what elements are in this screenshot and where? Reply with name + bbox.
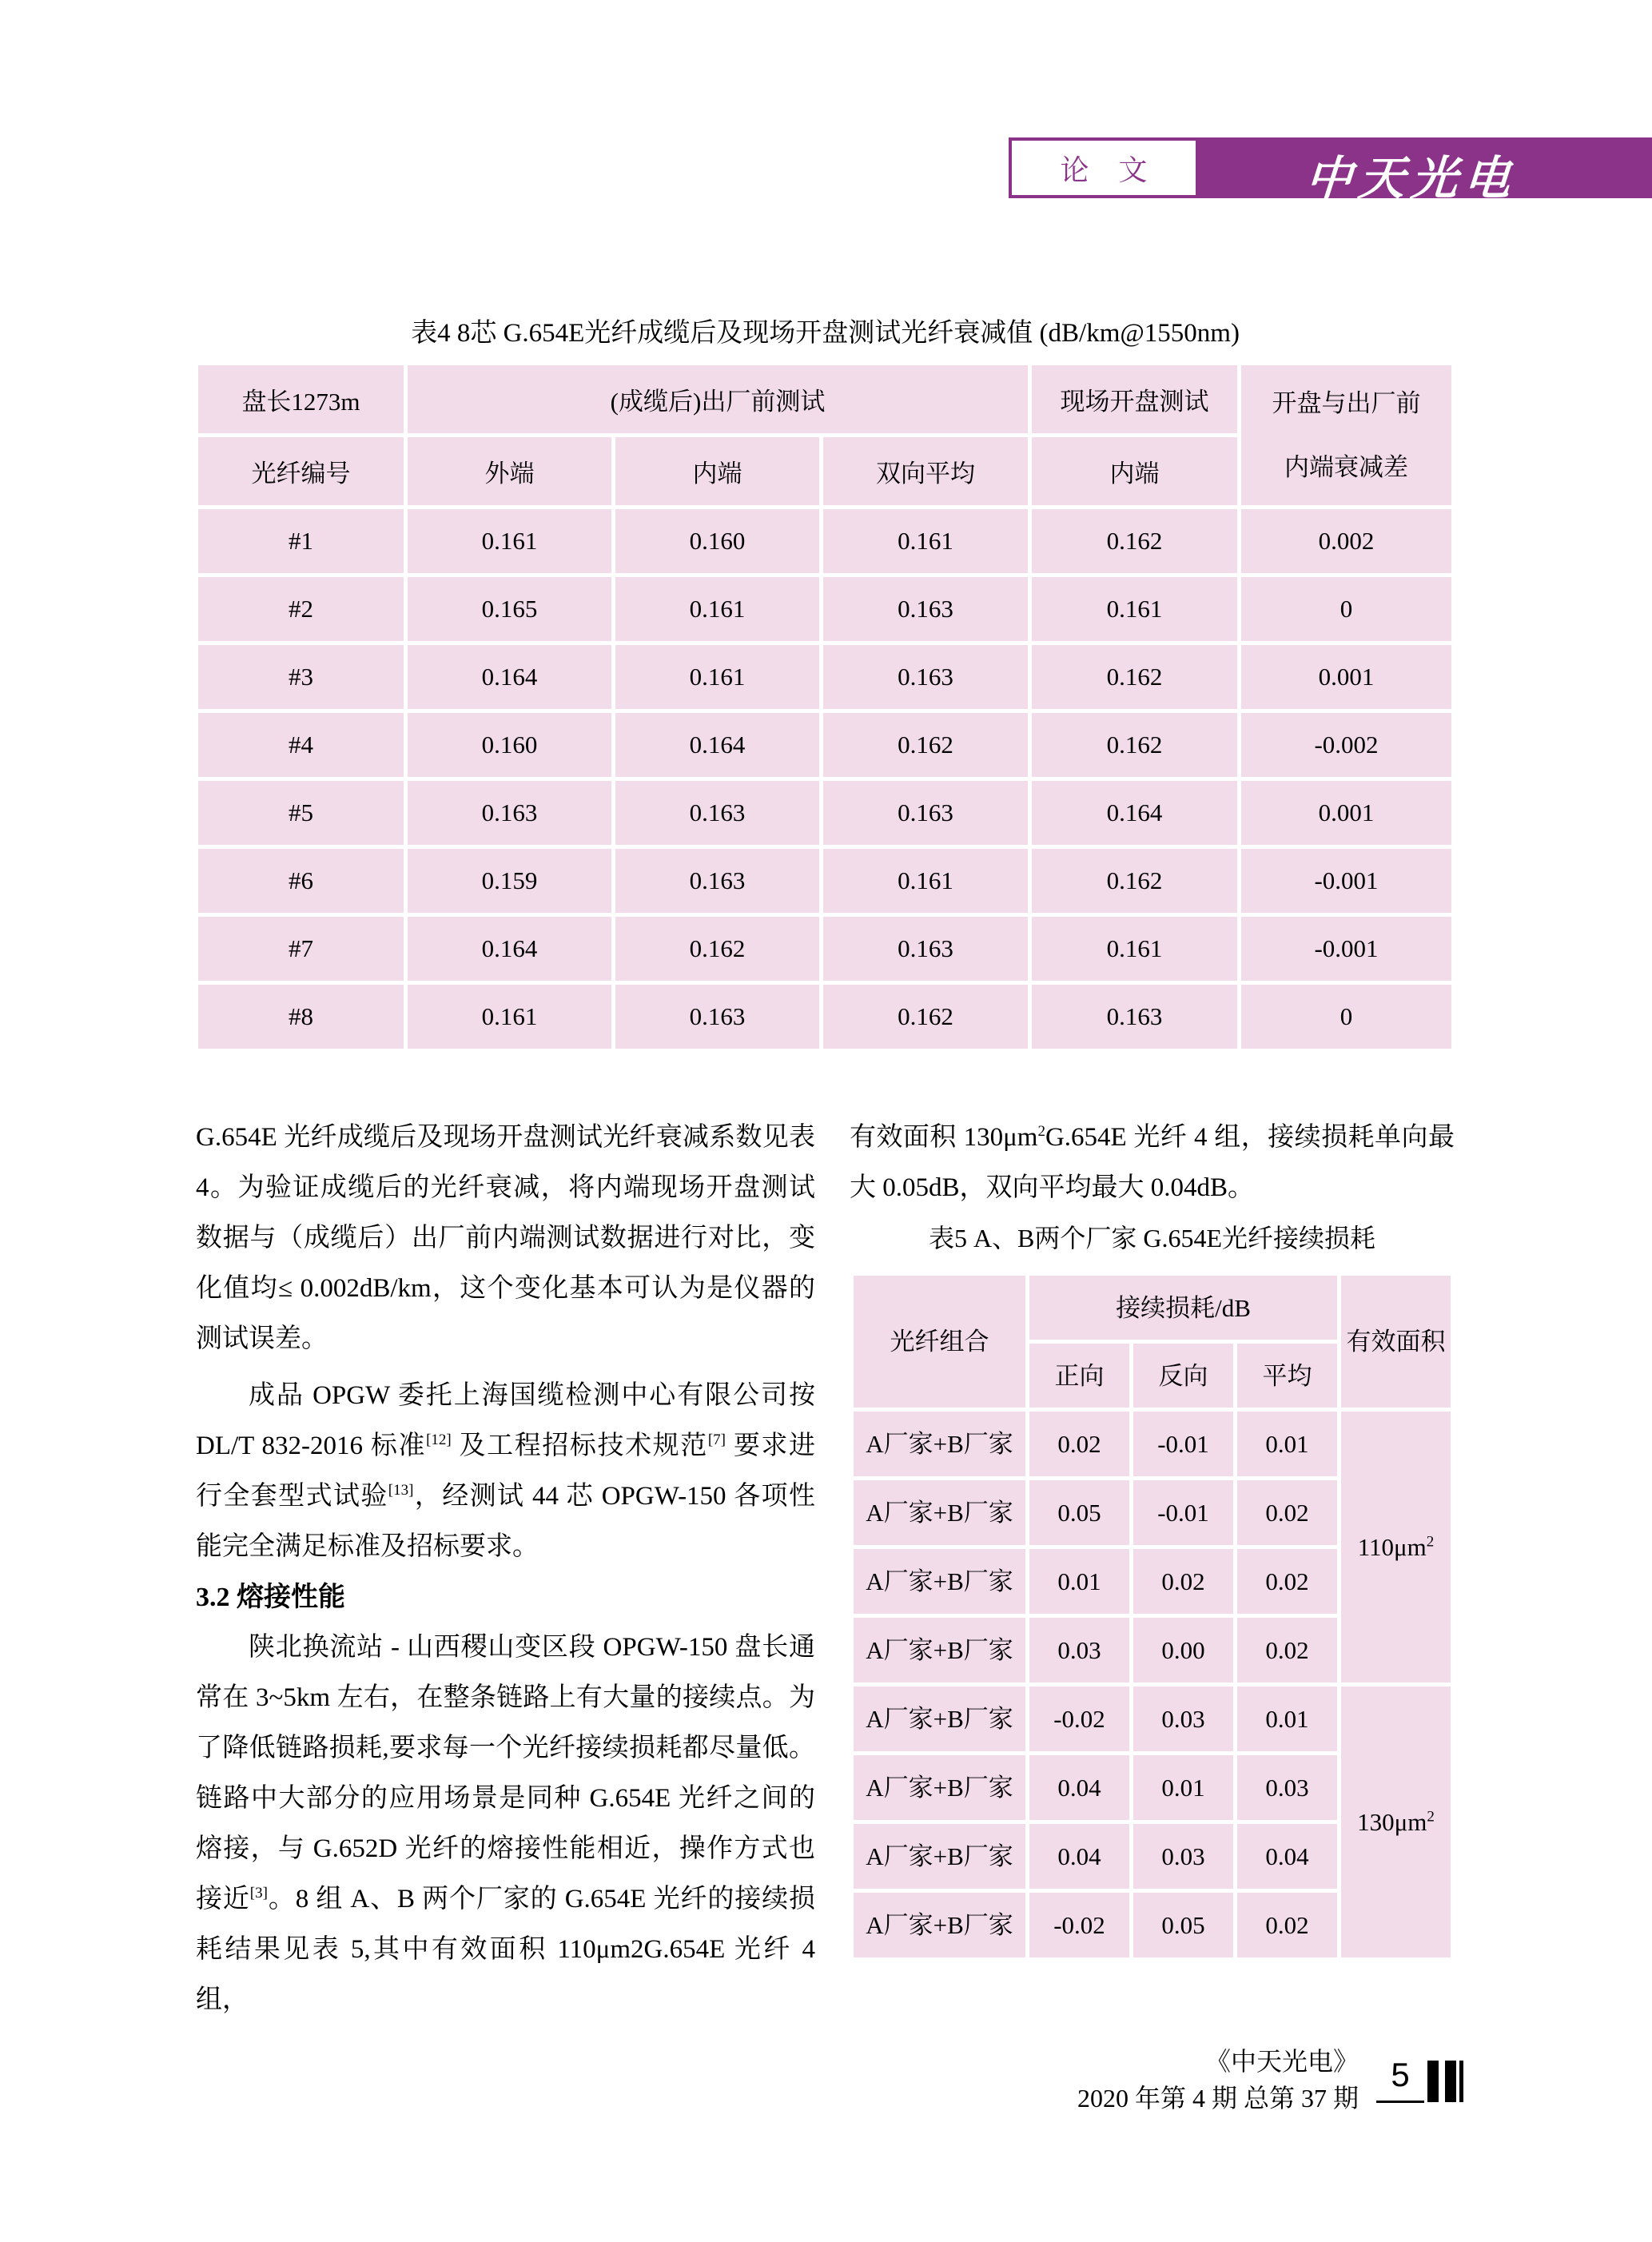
citation-ref: [13] [388,1482,414,1499]
table4-outer-value: 0.164 [408,645,611,709]
table4-fiber-id: #7 [198,917,404,981]
table4-outer-value: 0.164 [408,917,611,981]
table4-field-inner-value: 0.164 [1032,781,1237,845]
text-run: 130μm [1357,1808,1427,1836]
table4-inner-value: 0.161 [615,577,819,641]
decoration-bars [1427,2061,1463,2102]
table4-avg-value: 0.162 [823,713,1028,777]
page-number-underline [1376,2101,1424,2103]
table5-combo: A厂家+B厂家 [854,1686,1025,1751]
table5-combo: A厂家+B厂家 [854,1755,1025,1820]
table4-diff-value: 0.002 [1241,509,1451,573]
issue-info: 2020 年第 4 期 总第 37 期 [1077,2084,1359,2113]
table4-outer-value: 0.161 [408,509,611,573]
text-run: 及工程招标技术规范 [451,1432,708,1460]
table4-fiber-id: #5 [198,781,404,845]
table-row [198,985,1451,1049]
table4-diff-value: -0.001 [1241,849,1451,913]
superscript-unit: 2 [1426,1533,1435,1551]
table5-area-110 [1341,1412,1451,1682]
splice-loss-table [850,1272,1455,1961]
table-row [854,1686,1451,1751]
header-banner [1009,137,1652,205]
table4-outer-value: 0.165 [408,577,611,641]
table4-fiber-id: #6 [198,849,404,913]
table4-header-diff [1241,365,1451,505]
attenuation-table [194,361,1455,1053]
paragraph [196,1113,815,1364]
table5-combo: A厂家+B厂家 [854,1618,1025,1682]
superscript-unit: 2 [1427,1808,1435,1826]
table5-avg-value: 0.02 [1237,1618,1337,1682]
table5-header-average: 平均 [1237,1344,1337,1408]
table4-avg-value: 0.163 [823,917,1028,981]
table5-fwd-value: -0.02 [1029,1893,1129,1957]
text-run: G.654E 光纤成缆后及现场开盘测试光纤衰减系数见表4。为验证成缆后的光纤衰减，将内端现场开盘测试数据与（成缆后）出厂前内端测试数据进行对比，变化值均≤ 0.002dB/km，这个变化基本可认为是仪器的测试误差。 [196,1123,815,1353]
table5-rev-value: -0.01 [1133,1480,1233,1545]
table5-header-combo: 光纤组合 [854,1276,1025,1408]
table5-header-forward: 正向 [1029,1344,1129,1408]
table5-area-130 [1341,1686,1451,1957]
brand-logo: 中天光电 [1304,153,1519,205]
table4-diff-value: 0 [1241,577,1451,641]
table4-header-factory-test: (成缆后)出厂前测试 [408,365,1028,433]
table4-diff-value: 0.001 [1241,781,1451,845]
table4-field-inner-value: 0.162 [1032,509,1237,573]
table5-header-area: 有效面积 [1341,1276,1451,1408]
table4-inner-value: 0.164 [615,713,819,777]
table4-inner-value: 0.162 [615,917,819,981]
paper-tag-box [1009,137,1199,198]
text-run: 。8 组 A、B 两个厂家的 G.654E 光纤的接续损耗结果见表 5,其中有效面积 110μm2G.654E 光纤 4 组， [196,1885,815,2014]
table5-header-loss: 接续损耗/dB [1029,1276,1337,1340]
superscript-unit: 2 [1037,1123,1045,1140]
paragraph [196,1623,815,2025]
journal-name: 《中天光电》 [1204,2047,1359,2076]
table5-rev-value: 0.01 [1133,1755,1233,1820]
table5-caption: 表5 A、B两个厂家 G.654E光纤接续损耗 [928,1224,1376,1252]
table4-header-spool: 盘长1273m [198,365,404,433]
table5-rev-value: 0.03 [1133,1824,1233,1889]
table5-fwd-value: 0.03 [1029,1618,1129,1682]
table5-fwd-value: 0.01 [1029,1549,1129,1614]
table4-header-field-inner: 内端 [1032,437,1237,505]
table5-rev-value: 0.05 [1133,1893,1233,1957]
table4-avg-value: 0.161 [823,849,1028,913]
text-run: 要求进行全套型式试验 [196,1432,816,1511]
table5-avg-value: 0.02 [1237,1480,1337,1545]
table-row [198,917,1451,981]
table5-combo: A厂家+B厂家 [854,1480,1025,1545]
table5-avg-value: 0.01 [1237,1412,1337,1476]
decoration-bar [1459,2061,1463,2102]
table4-outer-value: 0.163 [408,781,611,845]
table-row [854,1412,1451,1476]
section-heading: 3.2 熔接性能 [196,1583,345,1612]
table4-header-field-test: 现场开盘测试 [1032,365,1237,433]
table4-header-outer: 外端 [408,437,611,505]
table4-avg-value: 0.163 [823,781,1028,845]
table4-avg-value: 0.163 [823,645,1028,709]
table4-header-inner: 内端 [615,437,819,505]
table4-header-fiber-no: 光纤编号 [198,437,404,505]
table4-field-inner-value: 0.161 [1032,577,1237,641]
paragraph [850,1113,1455,1213]
table5-fwd-value: 0.02 [1029,1412,1129,1476]
text-run: 有效面积 130μm [850,1123,1038,1152]
table4-inner-value: 0.163 [615,849,819,913]
decoration-bar [1445,2061,1456,2102]
table5-fwd-value: 0.04 [1029,1755,1129,1820]
table4-outer-value: 0.161 [408,985,611,1049]
table5-combo: A厂家+B厂家 [854,1412,1025,1476]
text-run: 110μm [1357,1533,1427,1561]
text-run: G.654E 光纤 4 组，接续损耗单向最大 0.05dB，双向平均最大 0.04dB。 [850,1123,1455,1202]
table4-field-inner-value: 0.163 [1032,985,1237,1049]
table4-avg-value: 0.163 [823,577,1028,641]
table-row [198,577,1451,641]
text-run: ，经测试 44 芯 OPGW-150 各项性能完全满足标准及招标要求。 [196,1482,815,1561]
table5-avg-value: 0.03 [1237,1755,1337,1820]
table5-fwd-value: 0.05 [1029,1480,1129,1545]
table4-fiber-id: #4 [198,713,404,777]
table4-diff-value: 0 [1241,985,1451,1049]
table4-inner-value: 0.163 [615,781,819,845]
table4-field-inner-value: 0.162 [1032,713,1237,777]
table5-combo: A厂家+B厂家 [854,1893,1025,1957]
table-row [198,713,1451,777]
decoration-bar [1427,2061,1439,2102]
table-row [198,849,1451,913]
citation-ref: [12] [426,1432,452,1448]
table4-fiber-id: #1 [198,509,404,573]
citation-ref: [3] [249,1885,268,1902]
left-text-column [196,1113,815,2025]
table5-avg-value: 0.02 [1237,1549,1337,1614]
table5-rev-value: 0.00 [1133,1618,1233,1682]
table4-field-inner-value: 0.162 [1032,849,1237,913]
table4-outer-value: 0.159 [408,849,611,913]
paper-tag-label: 论 文 [1060,153,1159,186]
table5-header-reverse: 反向 [1133,1344,1233,1408]
table5-rev-value: 0.03 [1133,1686,1233,1751]
table4-inner-value: 0.160 [615,509,819,573]
table4-diff-value: -0.002 [1241,713,1451,777]
table4-field-inner-value: 0.161 [1032,917,1237,981]
text-run: 陕北换流站 - 山西稷山变区段 OPGW-150 盘长通常在 3~5km 左右，在整条链路上有大量的接续点。为了降低链路损耗,要求每一个光纤接续损耗都尽量低。链路中大部分的应用场景是同种 G.654E 光纤之间的熔接，与 G.652D 光纤的熔接性能相近，操作方式也接近 [196,1633,815,1913]
table-row [198,509,1451,573]
table5-fwd-value: 0.04 [1029,1824,1129,1889]
table4-header-diff-line2: 内端衰减差 [1284,452,1408,481]
table-row [198,645,1451,709]
text-run: 成品 OPGW 委托上海国缆检测中心有限公司按 DL/T 832-2016 标准 [196,1381,815,1460]
table4-field-inner-value: 0.162 [1032,645,1237,709]
table4-outer-value: 0.160 [408,713,611,777]
table4-fiber-id: #8 [198,985,404,1049]
table5-combo: A厂家+B厂家 [854,1549,1025,1614]
paragraph [196,1371,815,1572]
right-text-column [850,1113,1455,1961]
table5-combo: A厂家+B厂家 [854,1824,1025,1889]
table4-fiber-id: #3 [198,645,404,709]
table5-avg-value: 0.04 [1237,1824,1337,1889]
table5-rev-value: 0.02 [1133,1549,1233,1614]
table4-inner-value: 0.161 [615,645,819,709]
page-number: 5 [1391,2056,1410,2093]
table5-fwd-value: -0.02 [1029,1686,1129,1751]
table4-diff-value: 0.001 [1241,645,1451,709]
table4-inner-value: 0.163 [615,985,819,1049]
citation-ref: [7] [707,1432,726,1448]
table4-avg-value: 0.162 [823,985,1028,1049]
table4-diff-value: -0.001 [1241,917,1451,981]
table4-header-avg: 双向平均 [823,437,1028,505]
table5-avg-value: 0.02 [1237,1893,1337,1957]
table4-avg-value: 0.161 [823,509,1028,573]
table4-fiber-id: #2 [198,577,404,641]
table-row [198,781,1451,845]
table5-avg-value: 0.01 [1237,1686,1337,1751]
table4-header-diff-line1: 开盘与出厂前 [1272,388,1421,417]
table5-rev-value: -0.01 [1133,1412,1233,1476]
table4-caption: 表4 8芯 G.654E光纤成缆后及现场开盘测试光纤衰减值 (dB/km@1550nm) [411,319,1240,348]
